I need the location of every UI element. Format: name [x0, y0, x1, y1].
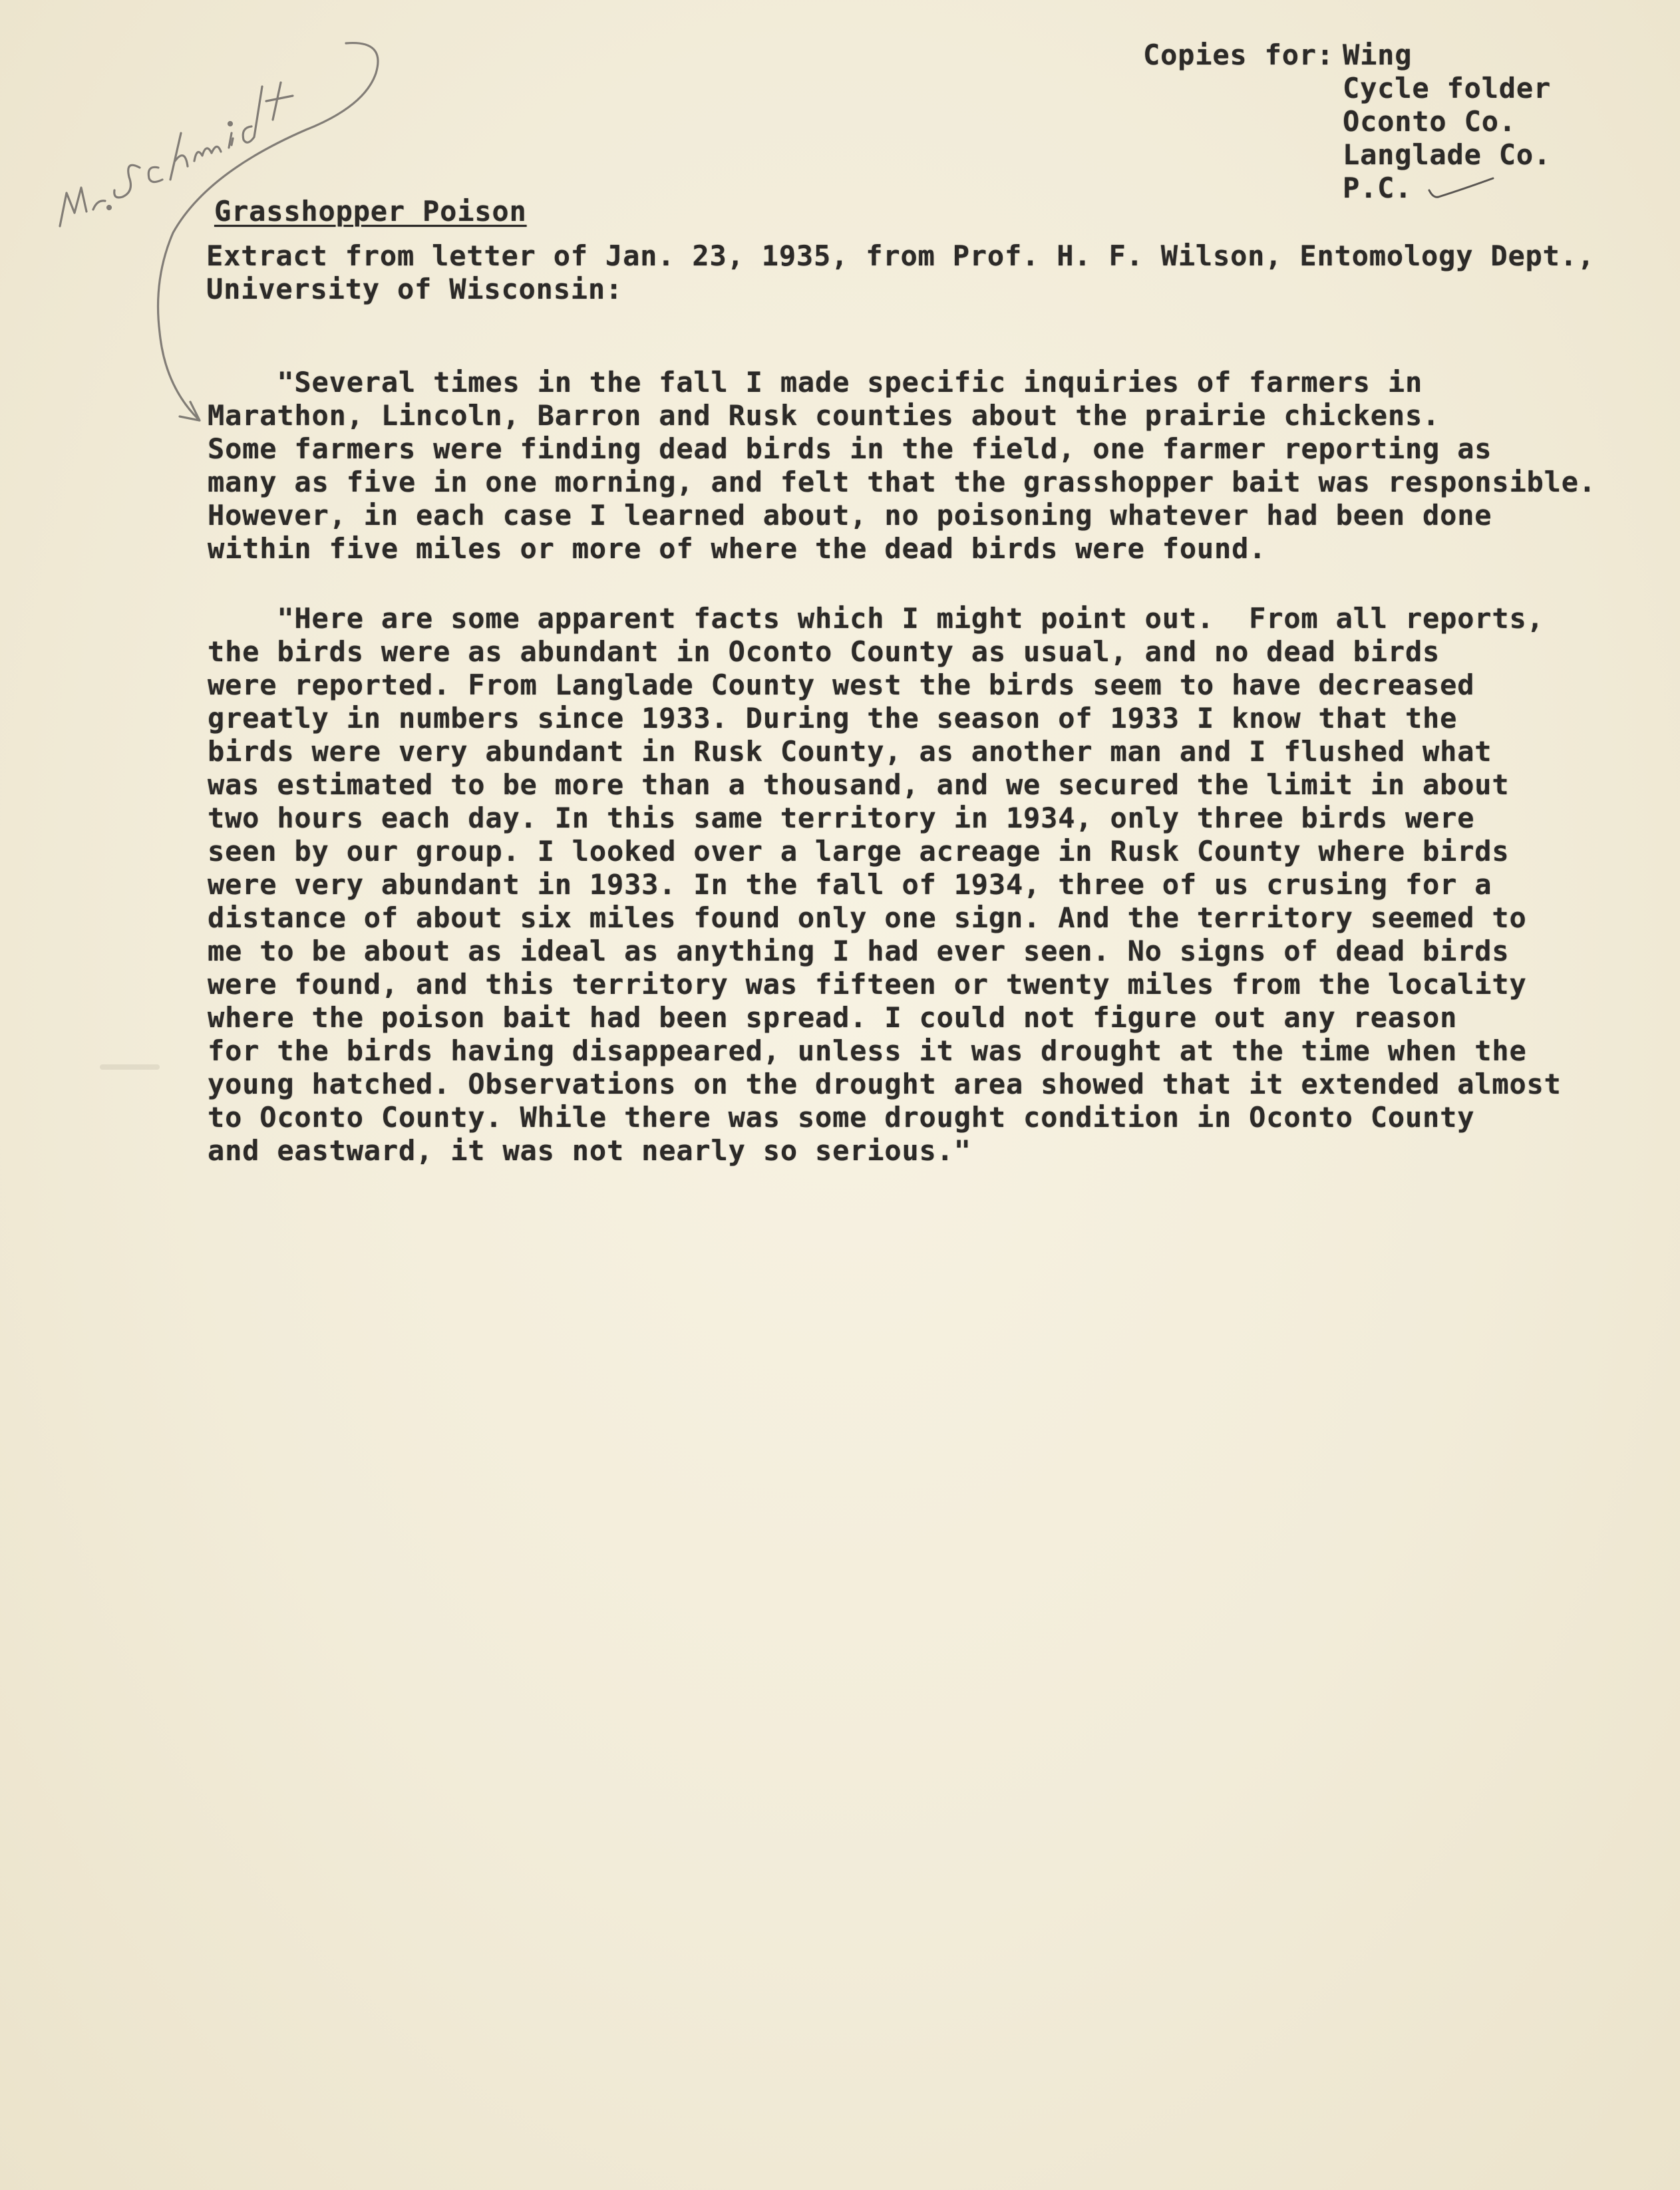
copies-entry: Langlade Co.: [1343, 138, 1552, 171]
text-line: Extract from letter of Jan. 23, 1935, from Prof. H. F. Wilson, Entomology Dept.,: [206, 239, 1595, 272]
text-line: were very abundant in 1933. In the fall of 1934, three of us crusing for a: [208, 868, 1492, 901]
text-line: Some farmers were finding dead birds in the field, one farmer reporting as: [208, 432, 1492, 465]
text-line: greatly in numbers since 1933. During the season of 1933 I know that the: [208, 702, 1458, 734]
copies-row: [1143, 72, 1556, 105]
text-line: University of Wisconsin:: [206, 273, 623, 305]
copies-entry: Cycle folder: [1343, 72, 1552, 104]
text-line: me to be about as ideal as anything I had ever seen. No signs of dead birds: [208, 935, 1510, 967]
text-line: were reported. From Langlade County west the birds seem to have decreased: [208, 669, 1475, 701]
copies-entry: Wing: [1343, 39, 1413, 71]
text-line: were found, and this territory was fifteen or twenty miles from the locality: [208, 968, 1527, 1001]
text-line: However, in each case I learned about, no poisoning whatever had been done: [208, 499, 1492, 532]
copies-row: [1143, 39, 1556, 72]
text-line: many as five in one morning, and felt that the grasshopper bait was responsible.: [208, 466, 1596, 498]
text-line: two hours each day. In this same territory in 1934, only three birds were: [208, 802, 1475, 834]
copies-entry: P.C.: [1343, 172, 1413, 204]
document-title: Grasshopper Poison: [214, 195, 527, 228]
text-line: was estimated to be more than a thousand, and we secured the limit in about: [208, 768, 1510, 801]
text-line: the birds were as abundant in Oconto County as usual, and no dead birds: [208, 635, 1440, 668]
quote-paragraph-2: [208, 602, 1562, 1168]
paper-smudge: [100, 1064, 160, 1070]
copies-for-label: Copies for:: [1143, 39, 1334, 71]
copies-row: [1143, 138, 1556, 172]
text-line: and eastward, it was not nearly so serious.": [208, 1134, 971, 1167]
handwritten-name-mr-schmidt: [60, 43, 378, 420]
text-line: birds were very abundant in Rusk County, as another man and I flushed what: [208, 735, 1492, 768]
text-line: where the poison bait had been spread. I could not figure out any reason: [208, 1001, 1458, 1034]
checkmark-icon: [1424, 172, 1497, 205]
text-line: for the birds having disappeared, unless it was drought at the time when the: [208, 1034, 1527, 1067]
copies-entry: Oconto Co.: [1343, 105, 1516, 138]
text-line: to Oconto County. While there was some drought condition in Oconto County: [208, 1101, 1475, 1134]
text-line: Marathon, Lincoln, Barron and Rusk counties about the prairie chickens.: [208, 399, 1440, 432]
text-line: "Several times in the fall I made specific inquiries of farmers in: [208, 366, 1423, 398]
extract-source: [206, 239, 1595, 306]
text-line: distance of about six miles found only one sign. And the territory seemed to: [208, 901, 1527, 934]
text-line: seen by our group. I looked over a large acreage in Rusk County where birds: [208, 835, 1510, 867]
text-line: within five miles or more of where the dead birds were found.: [208, 532, 1267, 565]
text-line: "Here are some apparent facts which I might point out. From all reports,: [208, 602, 1544, 635]
copies-row: [1143, 105, 1556, 138]
text-line: young hatched. Observations on the drought area showed that it extended almost: [208, 1068, 1562, 1100]
quote-paragraph-1: [208, 366, 1596, 565]
